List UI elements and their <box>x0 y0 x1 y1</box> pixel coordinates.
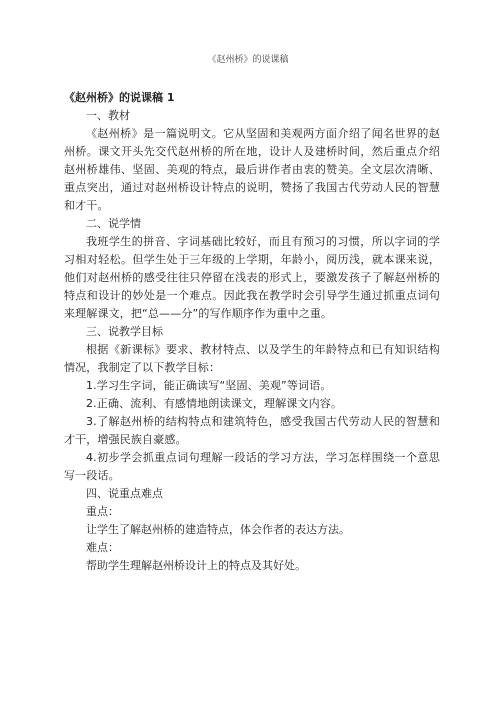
paragraph-objectives-intro: 根据《新课标》要求、教材特点、以及学生的年龄特点和已有知识结构情况，我制定了以下教学目标： <box>64 343 440 374</box>
section-heading-objectives: 三、说教学目标 <box>86 325 163 338</box>
paragraph-students: 我班学生的拼音、字词基础比较好，而且有预习的习惯，所以字词的学习相对轻松。但学生处于三年级的上学期，年龄小，阅历浅，就本课来说，他们对赵州桥的感受往往只停留在浅表的形式上，要激发孩子了解赵州桥的特点和设计的妙处是一个难点。因此我在教学时会引导学生通过抓重点词句来理解课文，把“总——分”的写作顺序作为重中之重。 <box>64 235 440 320</box>
key-point-label: 重点： <box>86 505 119 518</box>
section-heading-key-points: 四、说重点难点 <box>86 487 163 500</box>
objective-item-2: 2.正确、流利、有感情地朗读课文，理解课文内容。 <box>86 397 343 410</box>
running-header: 《赵州桥》的说课稿 <box>207 55 289 65</box>
key-point-text: 让学生了解赵州桥的建造特点，体会作者的表达方法。 <box>86 523 350 536</box>
paragraph-textbook: 《赵州桥》是一篇说明文。它从坚固和美观两方面介绍了闻名世界的赵州桥。课文开头先交代赵州桥的所在地，设计人及建桥时间，然后重点介绍赵州桥雄伟、坚固、美观的特点，最后讲作者由衷的赞美。全文层次清晰、重点突出，通过对赵州桥设计特点的说明，赞扬了我国古代劳动人民的智慧和才干。 <box>64 127 440 212</box>
document-body <box>64 89 440 575</box>
section-heading-textbook: 一、教材 <box>86 109 130 122</box>
section-heading-students: 二、说学情 <box>86 217 141 230</box>
document-title: 《赵州桥》的说课稿 1 <box>64 91 175 104</box>
objective-item-4: 4.初步学会抓重点词句理解一段话的学习方法，学习怎样围绕一个意思写一段话。 <box>64 451 440 482</box>
objective-item-3: 3.了解赵州桥的结构特点和建筑特色，感受我国古代劳动人民的智慧和才干，增强民族自豪感。 <box>64 415 440 446</box>
difficulty-label: 难点： <box>86 541 119 554</box>
difficulty-text: 帮助学生理解赵州桥设计上的特点及其好处。 <box>86 559 306 572</box>
objective-item-1: 1.学习生字词，能正确读写“坚固、美观”等词语。 <box>86 379 332 392</box>
